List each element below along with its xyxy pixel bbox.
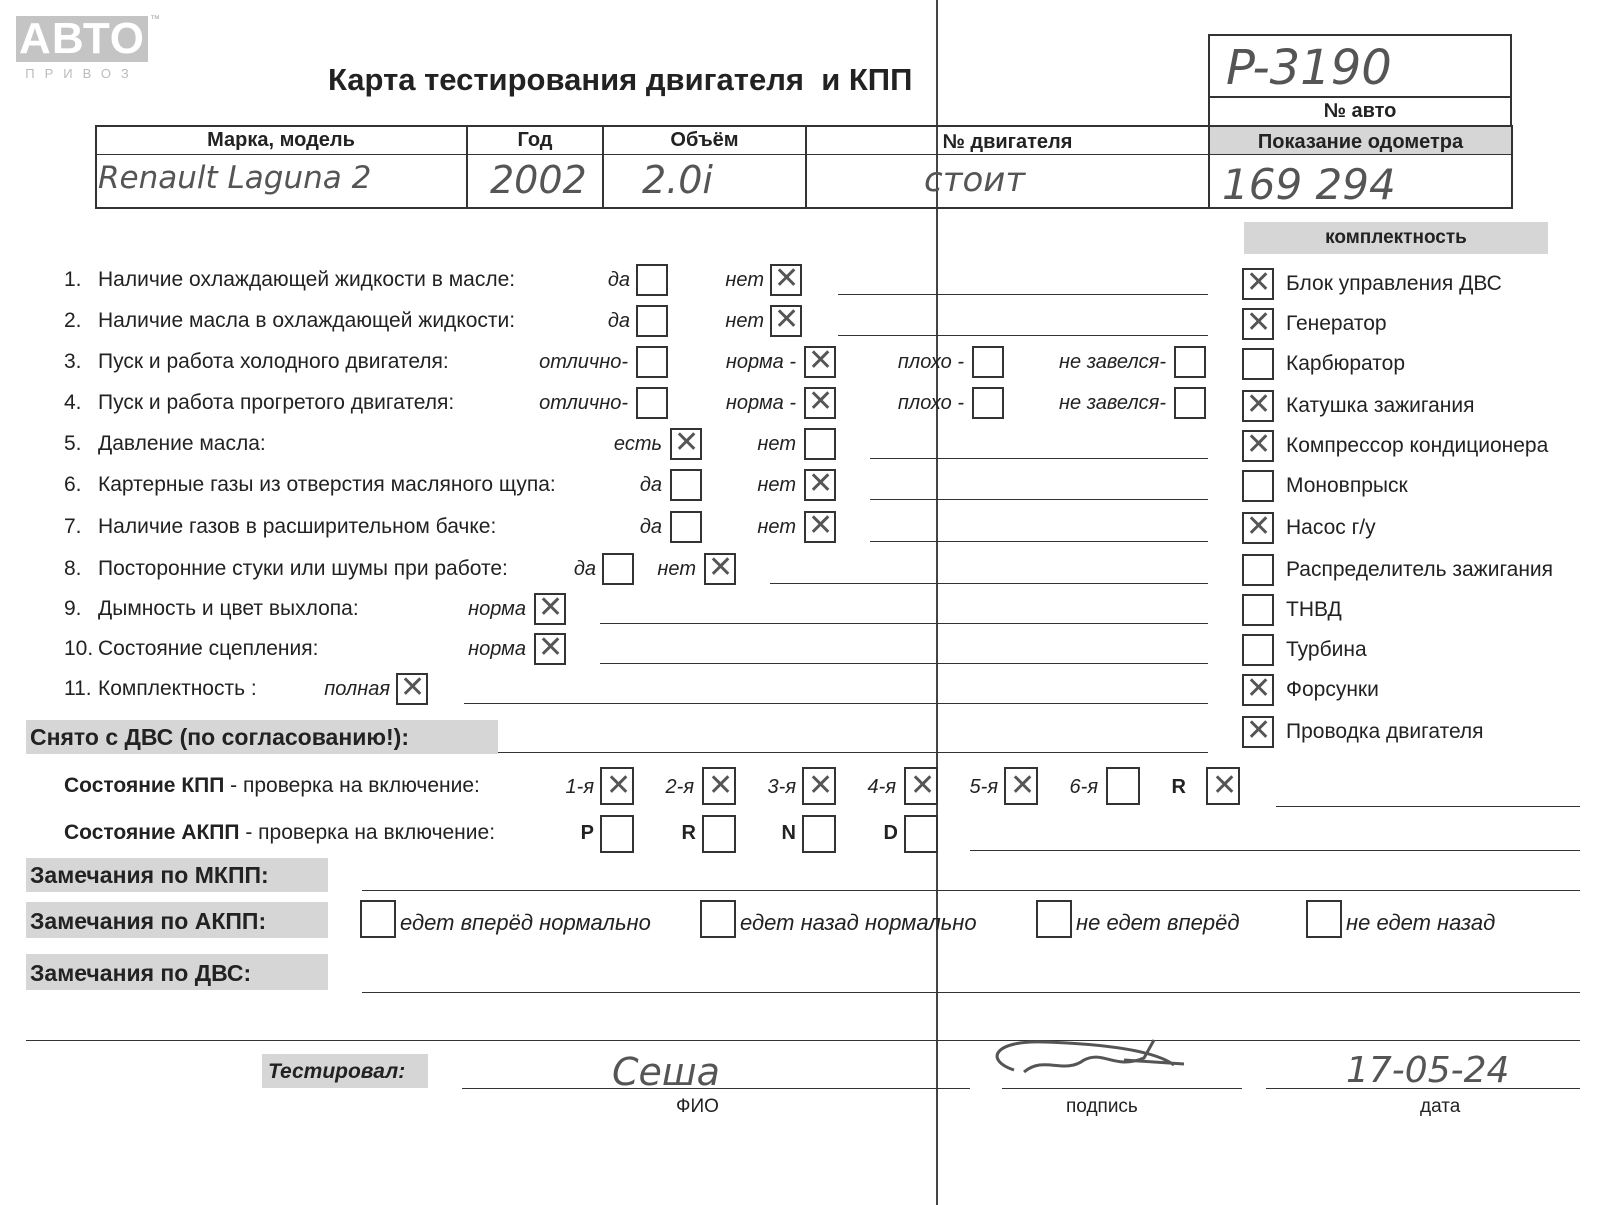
completeness-checkbox[interactable] (1242, 509, 1274, 544)
fio-value: Сеша (612, 1050, 720, 1094)
date-label: дата (1420, 1096, 1461, 1117)
check-option-label: нет (657, 558, 696, 580)
check-mark-icon: ✕ (774, 261, 800, 296)
check-option-label: не завелся- (1059, 351, 1166, 373)
volume-label: Объём (670, 129, 739, 151)
gear-label: 2-я (665, 776, 694, 798)
completeness-checkbox[interactable] (1242, 671, 1274, 706)
check-question: Состояние сцепления: (98, 637, 319, 660)
remarks-akpp-label: Замечания по АКПП: (30, 908, 267, 934)
gear-label: 3-я (767, 776, 796, 798)
check-mark-icon: ✕ (708, 550, 734, 585)
brand-label: Марка, модель (207, 129, 355, 151)
gear-checkbox[interactable] (600, 767, 634, 805)
engine-no-label: № двигателя (942, 131, 1073, 153)
check-note-line (870, 458, 1208, 459)
akpp-mode-label: P (580, 822, 594, 844)
check-note-line (600, 623, 1208, 624)
check-question: Наличие охлаждающей жидкости в масле: (98, 268, 516, 291)
akpp-remark-checkbox[interactable] (360, 900, 396, 938)
check-question: Посторонние стуки или шумы при работе: (98, 557, 508, 580)
check-option-label: отлично- (539, 351, 628, 373)
gear-checkbox[interactable] (1206, 767, 1240, 805)
check-option-label: нет (725, 310, 764, 332)
completeness-item-label: Распределитель зажигания (1286, 558, 1554, 581)
check-note-line (870, 541, 1208, 542)
removed-label: Снято с ДВС (по согласованию!): (30, 724, 409, 750)
completeness-checkbox[interactable] (1242, 634, 1274, 666)
remarks-dvs-line (362, 992, 1580, 993)
check-option-box[interactable] (1174, 346, 1206, 378)
check-option-box[interactable] (804, 384, 836, 419)
check-mark-icon: ✕ (1246, 305, 1272, 340)
check-question: Наличие масла в охлаждающей жидкости: (98, 309, 516, 332)
gear-checkbox[interactable] (702, 767, 736, 805)
completeness-item-label: ТНВД (1286, 598, 1342, 621)
kpp-label-bold: Состояние КПП (64, 774, 225, 797)
check-option-box[interactable] (534, 630, 566, 665)
completeness-title: комплектность (1244, 222, 1548, 254)
completeness-item-label: Турбина (1286, 638, 1367, 661)
check-option-box[interactable] (770, 302, 802, 337)
completeness-item-label: Генератор (1286, 312, 1387, 335)
check-option-label: да (639, 516, 662, 538)
check-mark-icon: ✕ (538, 590, 564, 625)
check-option-label: нет (757, 516, 796, 538)
gear-label: 5-я (969, 776, 998, 798)
gear-checkbox[interactable] (1106, 767, 1140, 805)
odometer-label: Показание одометра (1257, 131, 1464, 153)
akpp-mode-label: D (883, 822, 898, 844)
check-number: 4. (64, 391, 82, 414)
check-mark-icon: ✕ (674, 425, 700, 460)
signature (984, 1030, 1204, 1090)
gear-checkbox[interactable] (904, 767, 938, 805)
kpp-line (1276, 806, 1580, 807)
check-option-label: нет (725, 269, 764, 291)
check-mark-icon: ✕ (808, 768, 834, 803)
check-mark-icon: ✕ (1010, 768, 1036, 803)
check-mark-icon: ✕ (808, 508, 834, 543)
odometer-value: 169 294 (1222, 160, 1396, 209)
check-option-box[interactable] (636, 387, 668, 419)
akpp-mode-checkbox[interactable] (600, 815, 634, 853)
completeness-item-label: Блок управления ДВС (1286, 272, 1502, 295)
removed-line (498, 752, 1208, 753)
completeness-checkbox[interactable] (1242, 387, 1274, 422)
remarks-mkpp-line (362, 890, 1580, 891)
sign-label: подпись (1066, 1096, 1138, 1117)
check-mark-icon: ✕ (910, 768, 936, 803)
check-mark-icon: ✕ (1246, 713, 1272, 748)
kpp-label (64, 774, 480, 798)
check-number: 2. (64, 309, 82, 332)
volume-value: 2.0i (642, 158, 713, 202)
check-option-label: нет (757, 474, 796, 496)
check-question: Наличие газов в расширительном бачке: (98, 515, 497, 538)
akpp-line (970, 850, 1580, 851)
check-note-line (838, 294, 1208, 295)
car-number-label: № авто (1323, 100, 1397, 122)
remarks-mkpp-label: Замечания по МКПП: (30, 862, 269, 888)
check-mark-icon: ✕ (708, 768, 734, 803)
check-option-box[interactable] (804, 508, 836, 543)
completeness-checkbox[interactable] (1242, 348, 1274, 380)
completeness-item-label: Проводка двигателя (1286, 720, 1484, 743)
akpp-mode-label: R (681, 822, 696, 844)
akpp-remark-label: едет назад нормально (740, 910, 977, 935)
separator-line (26, 1040, 1580, 1041)
akpp-remark-checkbox[interactable] (1306, 900, 1342, 938)
check-question: Дымность и цвет выхлопа: (98, 597, 359, 620)
check-option-box[interactable] (636, 264, 668, 296)
akpp-remark-checkbox[interactable] (1036, 900, 1072, 938)
check-option-label: норма - (725, 351, 796, 373)
check-option-box[interactable] (804, 343, 836, 378)
check-option-box[interactable] (804, 428, 836, 460)
logo (16, 16, 148, 62)
check-mark-icon: ✕ (808, 384, 834, 419)
completeness-item-label: Катушка зажигания (1286, 394, 1475, 417)
check-option-box[interactable] (972, 387, 1004, 419)
check-option-label: да (639, 474, 662, 496)
check-option-box[interactable] (602, 553, 634, 585)
check-number: 11. (64, 677, 92, 700)
check-question: Пуск и работа прогретого двигателя: (98, 391, 455, 414)
check-note-line (770, 583, 1208, 584)
akpp-remark-label: едет вперёд нормально (400, 910, 651, 935)
page-title: Карта тестирования двигателя и КПП (328, 62, 913, 97)
check-question: Давление масла: (98, 432, 266, 455)
date-value: 17-05-24 (1346, 1050, 1510, 1091)
check-mark-icon: ✕ (774, 302, 800, 337)
check-mark-icon: ✕ (1246, 427, 1272, 462)
completeness-item-label: Моновпрыск (1286, 474, 1408, 497)
check-option-box[interactable] (1174, 387, 1206, 419)
check-number: 5. (64, 432, 82, 455)
check-option-label: отлично- (539, 392, 628, 414)
completeness-item-label: Насос г/у (1286, 516, 1376, 539)
check-mark-icon: ✕ (1246, 265, 1272, 300)
check-mark-icon: ✕ (400, 670, 426, 705)
check-option-label: норма - (725, 392, 796, 414)
check-option-label: норма (468, 598, 526, 620)
car-number-value: P-3190 (1226, 40, 1392, 96)
check-mark-icon: ✕ (1246, 387, 1272, 422)
check-question: Комплектность : (98, 677, 257, 700)
gear-checkbox[interactable] (802, 767, 836, 805)
tested-by-label: Тестировал: (268, 1060, 406, 1083)
logo-main: АВТО (19, 14, 145, 63)
completeness-checkbox[interactable] (1242, 305, 1274, 340)
check-number: 9. (64, 597, 82, 620)
check-option-box[interactable] (670, 469, 702, 501)
engine-no-value: стоит (924, 160, 1026, 200)
check-number: 1. (64, 268, 82, 291)
logo-sub: ПРИВОЗ (25, 66, 139, 81)
akpp-mode-checkbox[interactable] (702, 815, 736, 853)
check-option-label: да (607, 310, 630, 332)
check-option-box[interactable] (804, 466, 836, 501)
check-question: Пуск и работа холодного двигателя: (98, 350, 449, 373)
check-option-label: полная (324, 678, 390, 700)
akpp-mode-label: N (781, 822, 796, 844)
check-option-box[interactable] (534, 590, 566, 625)
check-option-box[interactable] (972, 346, 1004, 378)
gear-checkbox[interactable] (1004, 767, 1038, 805)
check-mark-icon: ✕ (1246, 671, 1272, 706)
check-option-box[interactable] (396, 670, 428, 705)
gear-label: 4-я (867, 776, 896, 798)
remarks-dvs-label: Замечания по ДВС: (30, 960, 252, 986)
check-option-label: нет (757, 433, 796, 455)
check-option-label: есть (613, 433, 662, 455)
check-option-label: плохо - (897, 392, 964, 414)
check-mark-icon: ✕ (1246, 509, 1272, 544)
check-option-label: да (607, 269, 630, 291)
akpp-mode-checkbox[interactable] (904, 815, 938, 853)
completeness-checkbox[interactable] (1242, 427, 1274, 462)
check-mark-icon: ✕ (808, 466, 834, 501)
gear-label: 1-я (565, 776, 594, 798)
akpp-label-rest: - проверка на включение: (239, 821, 496, 844)
completeness-item-label: Компрессор кондиционера (1286, 434, 1549, 457)
gear-label: R (1171, 776, 1186, 798)
check-mark-icon: ✕ (1212, 768, 1238, 803)
check-option-box[interactable] (670, 425, 702, 460)
check-option-label: плохо - (897, 351, 964, 373)
check-mark-icon: ✕ (538, 630, 564, 665)
check-question: Картерные газы из отверстия масляного щупа: (98, 473, 556, 496)
check-option-box[interactable] (770, 261, 802, 296)
car-number-label-border (1208, 96, 1512, 128)
check-mark-icon: ✕ (808, 343, 834, 378)
completeness-checkbox[interactable] (1242, 594, 1274, 626)
check-note-line (838, 335, 1208, 336)
check-option-box[interactable] (704, 550, 736, 585)
header-divider (95, 154, 1513, 155)
check-number: 8. (64, 557, 82, 580)
completeness-checkbox[interactable] (1242, 713, 1274, 748)
year-label: Год (517, 129, 553, 151)
logo-tm: ™ (150, 14, 160, 25)
check-number: 6. (64, 473, 82, 496)
check-number: 3. (64, 350, 82, 373)
completeness-item-label: Карбюратор (1286, 352, 1406, 375)
check-note-line (870, 499, 1208, 500)
fio-label: ФИО (676, 1096, 719, 1117)
akpp-label-bold: Состояние АКПП (64, 821, 240, 844)
brand-value: Renault Laguna 2 (98, 160, 372, 196)
year-value: 2002 (490, 158, 587, 202)
check-option-label: не завелся- (1059, 392, 1166, 414)
check-option-label: да (573, 558, 596, 580)
check-option-box[interactable] (670, 511, 702, 543)
akpp-remark-label: не едет назад (1346, 910, 1496, 935)
kpp-label-rest: - проверка на включение: (224, 774, 480, 797)
akpp-label (64, 821, 495, 845)
akpp-mode-checkbox[interactable] (802, 815, 836, 853)
akpp-remark-checkbox[interactable] (700, 900, 736, 938)
completeness-checkbox[interactable] (1242, 265, 1274, 300)
check-note-line (600, 663, 1208, 664)
check-option-box[interactable] (636, 305, 668, 337)
gear-label: 6-я (1069, 776, 1098, 798)
check-option-label: норма (468, 638, 526, 660)
completeness-checkbox[interactable] (1242, 554, 1274, 586)
completeness-item-label: Форсунки (1286, 678, 1379, 701)
completeness-checkbox[interactable] (1242, 470, 1274, 502)
akpp-remark-label: не едет вперёд (1076, 910, 1240, 935)
check-number: 10. (64, 637, 94, 660)
check-option-box[interactable] (636, 346, 668, 378)
check-mark-icon: ✕ (606, 768, 632, 803)
check-number: 7. (64, 515, 82, 538)
check-note-line (464, 703, 1208, 704)
